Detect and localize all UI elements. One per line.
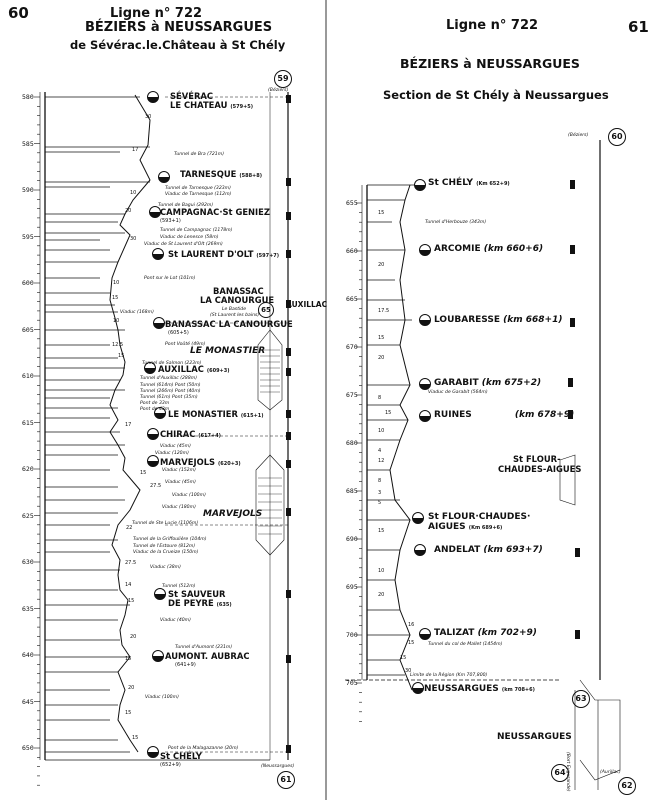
km-tick-label: 700: [346, 631, 358, 639]
station-ruines: RUINES (km 678+9): [434, 410, 575, 420]
station-marker-fill: [420, 416, 431, 422]
station-neussargues: NEUSSARGUES (km 708+6): [424, 684, 535, 694]
station-le-monastier: LE MONASTIER (615+1): [168, 409, 264, 419]
km-tick-label: 615: [22, 418, 34, 427]
left-gradient: 10: [113, 280, 120, 286]
side-label-canourgue: LA CANOURGUE: [200, 295, 275, 305]
station-andelat: ANDELAT (km 693+7): [434, 545, 543, 555]
left-line-number: Ligne n° 722: [110, 6, 203, 21]
note-pont-43: Pont de 43m: [140, 407, 170, 412]
right-gradient: 20: [378, 355, 385, 361]
note-viaduc-st-laurent: Viaduc de St Laurent d'Olt (269m): [144, 242, 223, 247]
station-marker-fill: [420, 250, 431, 256]
side-label-chaudes-aigues: CHAUDES-AIGUES: [498, 464, 582, 474]
left-gradient: 17: [125, 422, 132, 428]
branch-label-bort: (Bort Eygurande): [565, 752, 570, 792]
station-aumont-aubrac: AUMONT. AUBRAC: [165, 651, 250, 661]
right-connection-top-label: (Béziers): [568, 133, 589, 138]
right-subtitle: Section de St Chély à Neussargues: [383, 88, 609, 102]
km-tick-label: 580: [22, 93, 34, 101]
station-marker-fill: [415, 550, 426, 556]
station-severac: SÉVÉRAC LE CHATEAU (579+5): [170, 91, 254, 110]
left-connection-top-label: (Béziers): [268, 88, 289, 93]
right-gradient: 8: [378, 478, 382, 484]
note-viaduc-tarnesque: Viaduc de Tarnesque (112m): [165, 192, 232, 197]
side-label-auxillac: AUXILLAC: [286, 300, 328, 309]
note-viaduc-40: Viaduc (40m): [160, 618, 191, 623]
right-gradient: 20: [378, 262, 385, 268]
right-gradient: 8: [378, 395, 382, 401]
left-gradient: 10: [113, 318, 120, 324]
right-line-number: Ligne n° 722: [446, 18, 539, 33]
note-tunnel-266: Tunnel (266m) Pont (40m): [140, 389, 201, 394]
note-viaduc-180: Viaduc (180m): [162, 505, 196, 510]
left-gradient: 15: [132, 735, 139, 741]
note-st-laurent-bains: (St Laurent les bains): [210, 313, 260, 318]
right-connection-circle-64[interactable]: 64: [551, 764, 569, 782]
km-tick-label: 625: [22, 511, 34, 520]
km-tick-label: 650: [22, 744, 34, 752]
note-tunnel-61: Tunnel (61m) Pont (35m): [140, 395, 198, 400]
side-label-neussargues: NEUSSARGUES: [497, 732, 572, 742]
left-gradient: 12.5: [112, 342, 124, 348]
right-gradient: 3: [378, 490, 382, 496]
station-marker-fill: [148, 461, 159, 467]
station-marker-fill: [415, 185, 426, 191]
km-tick-label: 595: [22, 232, 34, 241]
station-campagnac: CAMPAGNAC·St GENIEZ: [160, 207, 270, 217]
note-viaduc-100b: Viaduc (100m): [145, 695, 179, 700]
km-tick-label: 705: [346, 679, 358, 687]
station-campagnac-km: (593+1): [160, 218, 181, 224]
km-tick-label: 645: [22, 697, 34, 706]
side-label-banassac: BANASSAC: [213, 286, 264, 296]
right-gradient: 15: [385, 410, 392, 416]
km-tick-label: 670: [346, 343, 358, 351]
km-tick-label: 685: [346, 487, 358, 495]
station-marker-fill: [150, 212, 161, 218]
note-viaduc-garabit: Viaduc de Garabit (564m): [428, 390, 488, 395]
left-gradient: 15: [125, 656, 132, 662]
km-tick-label: 680: [346, 439, 358, 447]
left-gradient: 15: [125, 710, 132, 716]
left-gradient: 17: [132, 147, 139, 153]
km-tick-label: 640: [22, 651, 34, 659]
note-tunnel-bra: Tunnel de Bra (721m): [174, 152, 224, 157]
km-tick-label: 605: [22, 325, 34, 334]
left-gradient: 15: [128, 598, 135, 604]
note-limite-region: Limite de la Région (Km 707,800): [410, 673, 488, 678]
station-marker-fill: [413, 518, 424, 524]
station-loubaresse: LOUBARESSE (km 668+1): [434, 315, 563, 325]
note-viaduc-45a: Viaduc (45m): [160, 444, 191, 449]
note-tunnel-aumont: Tunnel d'Aumont (231m): [175, 645, 233, 650]
right-connection-circle-62[interactable]: 62: [618, 777, 636, 795]
note-tunnel-herbouze: Tunnel d'Herbouze (343m): [425, 220, 487, 225]
km-tick-label: 655: [346, 199, 358, 207]
left-connection-circle-bottom[interactable]: 61: [277, 771, 295, 789]
right-gradient: 12: [378, 458, 385, 464]
station-banassac-km: (605+5): [168, 330, 189, 336]
station-st-chely-right: St CHÉLY (Km 652+9): [428, 178, 510, 188]
station-st-sauveur: St SAUVEUR DE PEYRE (635): [168, 589, 232, 608]
right-connection-circle-63[interactable]: 63: [572, 690, 590, 708]
left-gradient: 15: [118, 353, 125, 359]
station-st-chely-left-km: (652+9): [160, 762, 181, 768]
station-marker-fill: [420, 320, 431, 326]
station-garabit: GARABIT (km 675+2): [434, 378, 542, 388]
left-connection-circle-mid[interactable]: 65: [258, 302, 274, 318]
station-marker-fill: [420, 634, 431, 640]
station-marker-fill: [155, 594, 166, 600]
km-tick-label: 585: [22, 139, 34, 148]
right-gradient: 17.5: [378, 308, 390, 314]
note-pont-voute: Pont Voûté (49m): [165, 342, 206, 347]
right-title: BÉZIERS à NEUSSARGUES: [400, 56, 580, 71]
note-bastide: Le Bastide: [222, 307, 247, 312]
station-aumont-km: (641+9): [175, 662, 196, 668]
right-gradient: 15: [408, 640, 415, 646]
right-connection-circle-top[interactable]: 60: [608, 128, 626, 146]
km-tick-label: 665: [346, 295, 358, 303]
left-gradient: 10: [130, 190, 137, 196]
km-tick-label: 620: [22, 465, 34, 473]
km-tick-label: 630: [22, 558, 34, 566]
left-connection-bottom-label: (Neussargues): [261, 764, 295, 769]
km-tick-label: 635: [22, 604, 34, 613]
km-tick-label: 695: [346, 583, 358, 591]
station-marker-fill: [148, 434, 159, 440]
left-gradient: 20: [125, 208, 132, 214]
side-label-marvejols: MARVEJOLS: [203, 509, 263, 519]
right-gradient: 15: [378, 335, 385, 341]
station-marvejols: MARVEJOLS (620+3): [160, 457, 241, 467]
left-gradient: 27.5: [150, 483, 162, 489]
right-gradient: 4: [378, 448, 382, 454]
note-viaduc-152: Viaduc (152m): [162, 468, 196, 473]
note-viaduc-100a: Viaduc (100m): [172, 493, 206, 498]
km-tick-label: 590: [22, 186, 34, 194]
station-marker-fill: [413, 688, 424, 694]
note-tunnel-griffouliere: Tunnel de la Griffoulière (104m): [133, 537, 207, 542]
station-auxillac: AUXILLAC (609+3): [158, 364, 230, 374]
right-gradient: 15: [378, 528, 385, 534]
note-viaduc-lenesce: Viaduc de Lenesce (58m): [160, 235, 219, 240]
left-title: BÉZIERS à NEUSSARGUES: [85, 20, 273, 35]
note-viaduc-120: Viaduc (120m): [155, 451, 189, 456]
right-gradient: 20: [378, 592, 385, 598]
note-tunnel-512: Tunnel (512m): [162, 584, 196, 589]
right-gradient: 16: [408, 622, 415, 628]
right-gradient: 5: [378, 500, 382, 506]
station-marker-fill: [155, 413, 166, 419]
note-tunnel-campagnac: Tunnel de Campagnac (1178m): [160, 228, 233, 233]
km-tick-label: 660: [346, 247, 358, 255]
note-tunnel-ste-lucie: Tunnel de Ste Lucie (1106m): [132, 521, 199, 526]
left-connection-circle-top[interactable]: 59: [274, 70, 292, 88]
note-pont-33: Pont de 33m: [140, 401, 170, 406]
right-gradient: 15: [400, 655, 407, 661]
station-tarnesque: TARNESQUE (588+8): [180, 169, 263, 179]
side-label-monastier: LE MONASTIER: [190, 346, 266, 356]
left-gradient: 20: [128, 685, 135, 691]
station-marker-fill: [145, 368, 156, 374]
station-marker-fill: [420, 384, 431, 390]
note-tunnel-col-mallet: Tunnel du col de Mallet (1454m): [428, 642, 503, 647]
left-gradient: 20: [130, 634, 137, 640]
left-gradient: 15: [140, 470, 147, 476]
note-tunnel-auxillac: Tunnel d'Auxillac (288m): [140, 376, 198, 381]
left-gradient: 27.5: [125, 560, 137, 566]
note-tunnel-tarnesque: Tunnel de Tarnesque (323m): [165, 186, 231, 191]
station-talizat: TALIZAT (km 702+9): [434, 628, 537, 638]
note-tunnel-salmon: Tunnel de Salmon (223m): [142, 361, 202, 366]
note-viaduc-45b: Viaduc (45m): [165, 480, 196, 485]
station-marker-fill: [148, 752, 159, 758]
right-gradient: 10: [378, 568, 385, 574]
station-chirac: CHIRAC (617+4): [160, 429, 221, 439]
station-arcomie: ARCOMIE (km 660+6): [434, 244, 544, 254]
note-tunnel-estoure: Tunnel de l'Estoure (812m): [133, 544, 196, 549]
station-banassac: BANASSAC LA CANOURGUE: [165, 319, 293, 329]
km-tick-label: 675: [346, 391, 358, 399]
left-subtitle: de Sévérac.le.Château à St Chély: [70, 38, 286, 52]
km-tick-label: 610: [22, 372, 34, 380]
station-marker-fill: [153, 254, 164, 260]
left-gradient: 15: [112, 295, 119, 301]
left-page-number: 60: [8, 4, 29, 22]
note-viaduc-168: Viaduc (168m): [120, 310, 154, 315]
station-marker-fill: [154, 323, 165, 329]
note-tunnel-614: Tunnel (614m) Pont (50m): [140, 383, 201, 388]
note-pont-malagazanne: Pont de la Malagazanne (20m): [168, 746, 239, 751]
station-marker-fill: [159, 177, 170, 183]
right-page-number: 61: [628, 18, 649, 36]
km-tick-label: 690: [346, 535, 358, 543]
station-st-chely-left: St CHÉLY: [160, 751, 202, 761]
km-tick-label: 600: [22, 279, 34, 287]
station-marker-fill: [148, 97, 159, 103]
right-gradient: 15: [378, 210, 385, 216]
note-pont-lot: Pont sur le Lot (101m): [144, 276, 196, 281]
left-gradient: 14: [125, 582, 132, 588]
branch-label-aurillac: (Aurillac): [600, 770, 621, 775]
left-gradient: 30: [145, 114, 152, 120]
station-st-laurent-dolt: St LAURENT D'OLT (597+7): [168, 249, 280, 259]
note-viaduc-38: Viaduc (38m): [150, 565, 181, 570]
note-tunnel-bagui: Tunnel de Bagui (292m): [158, 203, 214, 208]
station-marker-fill: [153, 656, 164, 662]
right-gradient: 10: [378, 428, 385, 434]
side-label-st-flour: St FLOUR-: [513, 454, 561, 464]
station-st-flour: St FLOUR·CHAUDES· AIGUES (Km 689+6): [428, 512, 531, 532]
right-gradient: 30: [405, 668, 412, 674]
left-gradient: 30: [130, 236, 137, 242]
left-gradient: 22: [126, 525, 133, 531]
note-viaduc-crueize: Viaduc de la Crueize (150m): [133, 550, 199, 555]
